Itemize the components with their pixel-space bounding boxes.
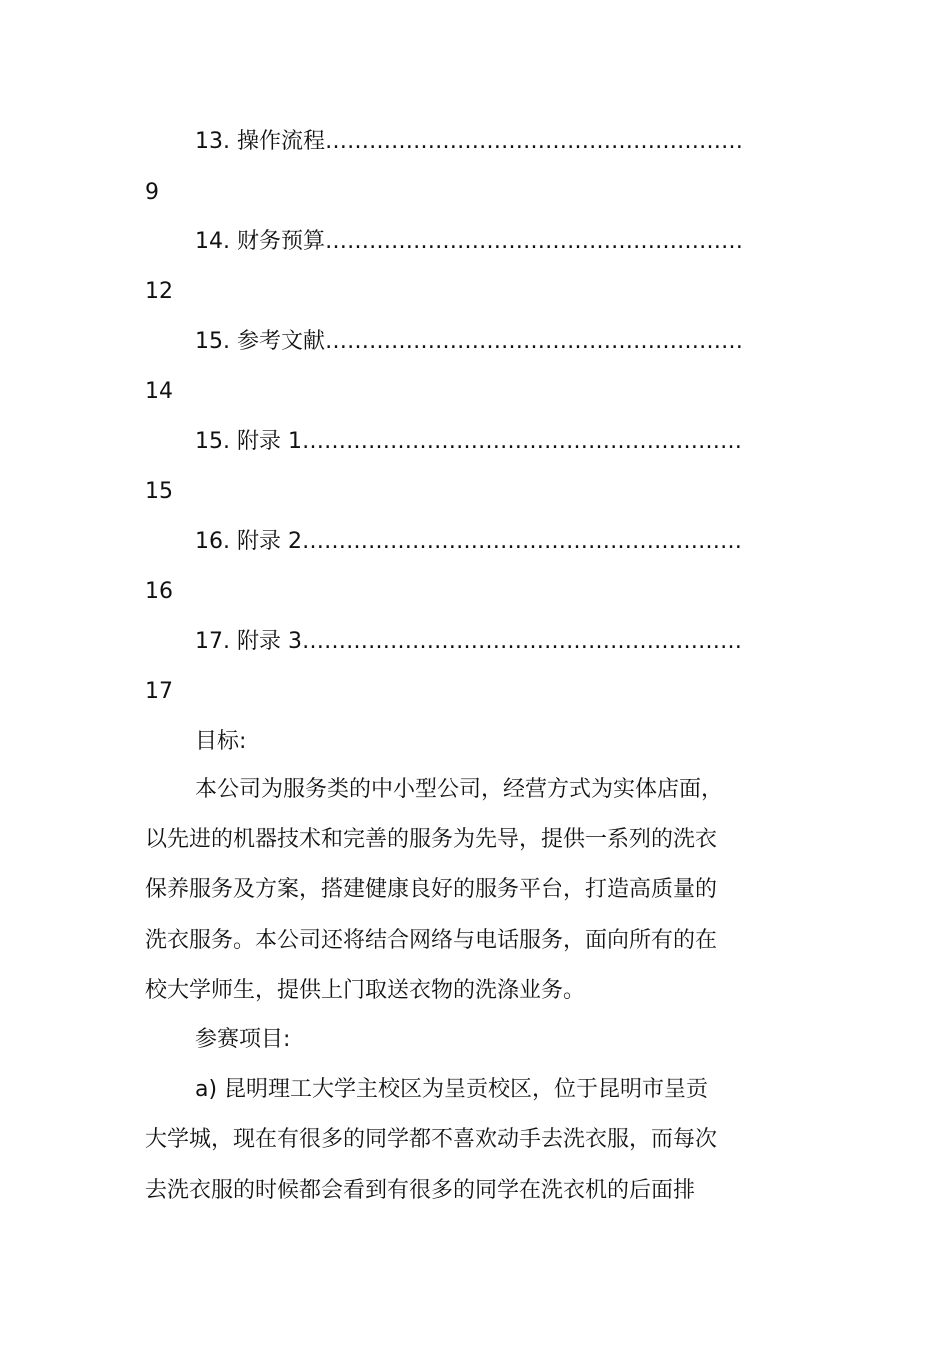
toc-entry-15-references: 15. 参考文献…………………………………………………	[195, 329, 743, 354]
goal-paragraph-line: 洗衣服务。本公司还将结合网络与电话服务，面向所有的在	[145, 928, 718, 953]
goal-paragraph-line: 保养服务及方案，搭建健康良好的服务平台，打造高质量的	[145, 877, 718, 902]
toc-page-number: 9	[145, 180, 159, 205]
goal-paragraph-line: 校大学师生，提供上门取送衣物的洗涤业务。	[145, 978, 586, 1003]
toc-page-number: 17	[145, 679, 173, 704]
project-heading: 参赛项目:	[195, 1027, 291, 1052]
toc-entry-13: 13. 操作流程…………………………………………………	[195, 129, 743, 154]
toc-page-number: 16	[145, 579, 173, 604]
toc-page-number: 12	[145, 279, 173, 304]
toc-entry-appendix-1: 15. 附录 1……………………………………………………	[195, 429, 742, 454]
goal-paragraph-line: 本公司为服务类的中小型公司，经营方式为实体店面，	[195, 777, 724, 802]
toc-page-number: 14	[145, 379, 173, 404]
project-paragraph-line: 大学城，现在有很多的同学都不喜欢动手去洗衣服，而每次	[145, 1127, 718, 1152]
goal-paragraph-line: 以先进的机器技术和完善的服务为先导，提供一系列的洗衣	[145, 827, 718, 852]
toc-entry-14: 14. 财务预算…………………………………………………	[195, 229, 743, 254]
goal-heading: 目标:	[195, 729, 247, 754]
toc-entry-appendix-3: 17. 附录 3……………………………………………………	[195, 629, 742, 654]
toc-entry-appendix-2: 16. 附录 2……………………………………………………	[195, 529, 742, 554]
toc-page-number: 15	[145, 479, 173, 504]
project-paragraph-line: 去洗衣服的时候都会看到有很多的同学在洗衣机的后面排	[145, 1178, 696, 1203]
project-paragraph-line: a) 昆明理工大学主校区为呈贡校区，位于昆明市呈贡	[195, 1077, 709, 1102]
